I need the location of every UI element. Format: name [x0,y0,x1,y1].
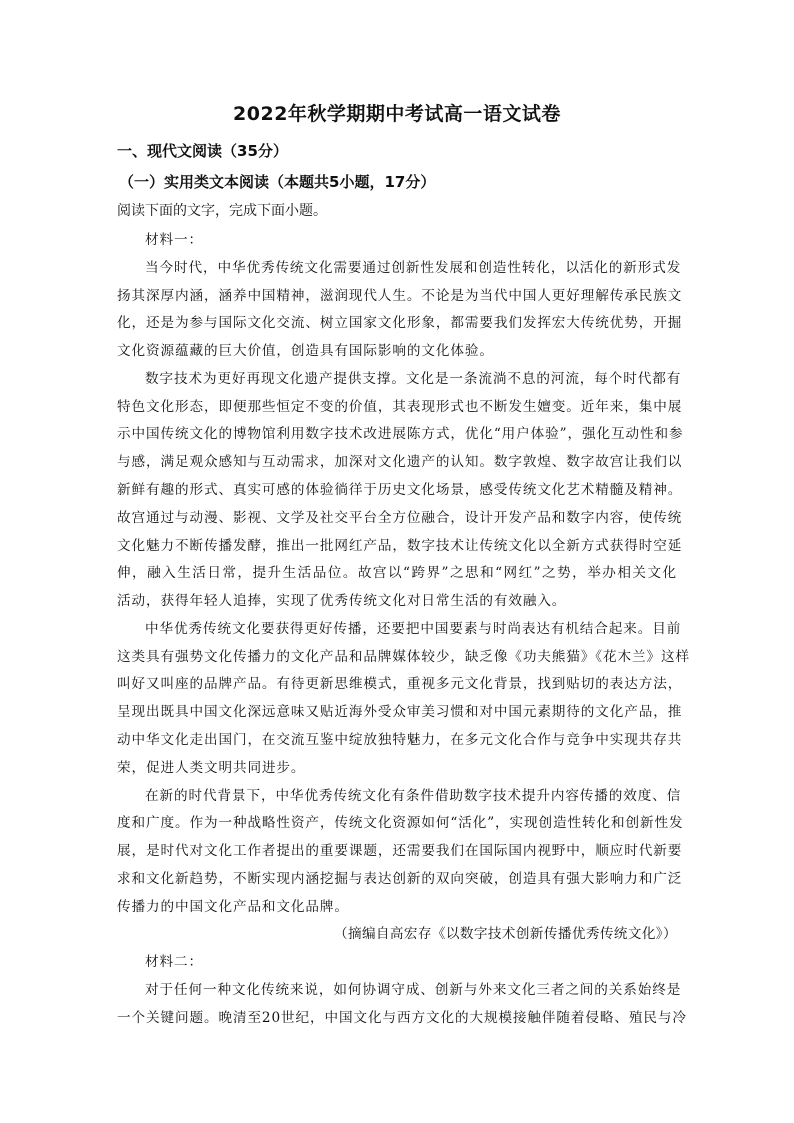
paragraph-line: 一个关键问题。晚清至20世纪，中国文化与西方文化的大规模接触伴随着侵略、殖民与冷 [117,1010,687,1026]
paragraph-line: 对于任何一种文化传统来说，如何协调守成、创新与外来文化三者之间的关系始终是 [145,982,682,998]
paragraph-line: 当今时代，中华优秀传统文化需要通过创新性发展和创造性转化，以活化的新形式发 [145,260,682,276]
paragraph-line: 文化资源蕴藏的巨大价值，创造具有国际影响的文化体验。 [117,343,494,359]
paragraph-line: 在新的时代背景下，中华优秀传统文化有条件借助数字技术提升内容传播的效度、信 [145,788,682,804]
paragraph-line: 扬其深厚内涵，涵养中国精神，滋润现代人生。不论是为当代中国人更好理解传承民族文 [117,288,683,304]
paragraph-line: 呈现出既具中国文化深远意味又贴近海外受众审美习惯和对中国元素期待的文化产品，推 [117,704,683,720]
paragraph-line: 故宫通过与动漫、影视、文学及社交平台全方位融合，设计开发产品和数字内容，使传统 [117,510,683,526]
paragraph-line: 与感，满足观众感知与互动需求，加深对文化遗产的认知。数字敦煌、数字故宫让我们以 [117,454,683,470]
paragraph-line: 这类具有强势文化传播力的文化产品和品牌媒体较少，缺乏像《功夫熊猫》《花木兰》这样 [117,649,690,665]
paragraph-line: 中华优秀传统文化要获得更好传播，还要把中国要素与时尚表达有机结合起来。目前 [145,621,682,637]
material-label: 材料二： [145,954,203,970]
paragraph-line: 传播力的中国文化产品和文化品牌。 [117,899,349,915]
paragraph-line: 荣，促进人类文明共同进步。 [117,760,306,776]
paragraph-line: 文化魅力不断传播发酵，推出一批网红产品，数字技术让传统文化以全新方式获得时空延 [117,538,683,554]
paragraph-line: 伸，融入生活日常，提升生活品位。故宫以“跨界”之思和“网红”之势，举办相关文化 [117,565,677,581]
paragraph-line: 动中华文化走出国门，在交流互鉴中绽放独特魅力，在多元文化合作与竞争中实现共存共 [117,732,683,748]
source-citation: （摘编自高宏存《以数字技术创新传播优秀传统文化》） [333,926,677,942]
paragraph-line: 数字技术为更好再现文化遗产提供支撑。文化是一条流淌不息的河流，每个时代都有 [145,371,682,387]
paragraph-line: 化，还是为参与国际文化交流、树立国家文化形象，都需要我们发挥宏大传统优势，开掘 [117,315,683,331]
paragraph-line: 活动，获得年轻人追捧，实现了优秀传统文化对日常生活的有效融入。 [117,593,567,609]
page-title: 2022年秋学期期中考试高一语文试卷 [233,103,561,125]
instruction-text: 阅读下面的文字，完成下面小题。 [117,203,327,219]
paragraph-line: 特色文化形态，即便那些恒定不变的价值，其表现形式也不断发生嬗变。近年来，集中展 [117,399,683,415]
paragraph-line: 展，是时代对文化工作者提出的重要课题，还需要我们在国际国内视野中，顺应时代新要 [117,843,683,859]
subsection-heading: （一）实用类文本阅读（本题共5小题，17分） [119,173,436,191]
section-heading: 一、现代文阅读（35分） [117,142,288,160]
paragraph-line: 度和广度。作为一种战略性资产，传统文化资源如何“活化”，实现创造性转化和创新性发 [117,815,684,831]
material-label: 材料一： [145,232,203,248]
paragraph-line: 叫好又叫座的品牌产品。有待更新思维模式，重视多元文化背景，找到贴切的表达方法， [117,676,683,692]
paragraph-line: 新鲜有趣的形式、真实可感的体验徜徉于历史文化场景，感受传统文化艺术精髓及精神。 [117,482,683,498]
paragraph-line: 求和文化新趋势，不断实现内涵挖掘与表达创新的双向突破，创造具有强大影响力和广泛 [117,871,683,887]
paragraph-line: 示中国传统文化的博物馆利用数字技术改进展陈方式，优化“用户体验”，强化互动性和参 [117,426,684,442]
